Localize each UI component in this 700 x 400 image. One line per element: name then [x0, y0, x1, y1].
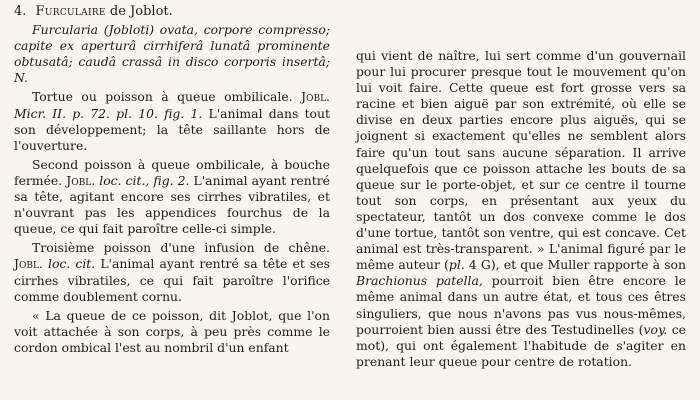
- right-text-a: qui vient de naître, lui sert comme d'un gouvernail pour lui procurer presque tout le mouvement qu'on lui voit faire. Cette queue est fort grosse vers sa racine et bien aiguë par son extrémité, où elle se divise en deux parties encore plus aiguës, qui se joignent si exactement qu'elles ne semblent alors faire qu'un tout sans aucune séparation. Il arrive quelquefois que ce poisson attache les bouts de sa queue sur le porte-objet, et sur ce centre il tourne tout son corps, en présentant aux yeux du spectateur, tantôt un dos convexe comme le dos d'une tortue, tantôt son ventre, qui est concave. Cet animal est très-transparent. » L'animal figuré par le même auteur (: [356, 48, 686, 273]
- paragraph-2-author: Jobl.: [66, 172, 96, 188]
- right-text-c: ce mot), qui ont également l'habitude de s'agiter en prenant leur queue pour centre de rotation.: [356, 321, 686, 369]
- latin-description: Furcularia (Jobloti) ovata, corpore compresso; capite ex aperturâ cirrhiferâ lunatâ prominente obtusatâ; caudâ crassâ in disco corporis insertâ; N.: [14, 22, 330, 86]
- paragraph-2: [14, 157, 330, 237]
- paragraph-1-author: Jobl.: [301, 89, 330, 105]
- left-column: [14, 4, 330, 359]
- paragraph-1-text-b: L'animal dans tout son développement; la tête saillante hors de l'ouverture.: [14, 105, 330, 153]
- paragraph-3-text-b: L'animal ayant rentré sa tête et ses cirrhes vibratiles, ce qui fait paroître l'orifice comme doublement cornu.: [14, 256, 330, 304]
- entry-title-rest: de Joblot.: [109, 4, 173, 19]
- right-ref-pl: pl.: [448, 257, 465, 273]
- paragraph-3: [14, 240, 330, 304]
- right-paragraph: [356, 48, 686, 370]
- right-column: [356, 48, 686, 370]
- paragraph-2-text-a: Second poisson à queue ombilicale, à bouche fermée.: [14, 156, 330, 188]
- paragraph-4: « La queue de ce poisson, dit Joblot, que l'on voit attachée à son corps, à peu près comme le cordon ombical l'est au nombril d'un enfant: [14, 307, 330, 355]
- right-text-b: pourroit bien être encore le même animal dans un autre état, et tous ces êtres singuliers, que nous n'avons pas vus nous-mêmes, pourroient bien aussi être des Testudinelles (: [356, 273, 686, 337]
- paragraph-1-reference: Micr. II. p. 72. pl. 10. fig. 1.: [14, 105, 203, 121]
- paragraph-1: [14, 89, 330, 153]
- paragraph-1-text-a: Tortue ou poisson à queue ombilicale.: [32, 89, 293, 105]
- right-voy: voy.: [643, 321, 668, 337]
- right-species-name: Brachionus patella,: [356, 273, 483, 289]
- entry-heading: [14, 4, 330, 20]
- paragraph-3-text-a: Troisième poisson d'une infusion de chêne.: [32, 240, 330, 256]
- right-ref-num: 4 G), et que Muller rapporte à son: [468, 257, 686, 273]
- paragraph-3-reference: loc. cit.: [47, 256, 96, 272]
- paragraph-2-reference: loc. cit., fig. 2.: [99, 172, 190, 188]
- entry-number: 4.: [14, 4, 27, 19]
- paragraph-3-author: Jobl.: [14, 256, 43, 272]
- entry-title-smallcaps: Furculaire: [35, 4, 106, 19]
- paragraph-2-text-b: L'animal ayant rentré sa tête, agitant encore ses cirrhes vibratiles, et n'ouvrant pas les appendices fourchus de la queue, ce qui fait paroître celle-ci simple.: [14, 172, 330, 237]
